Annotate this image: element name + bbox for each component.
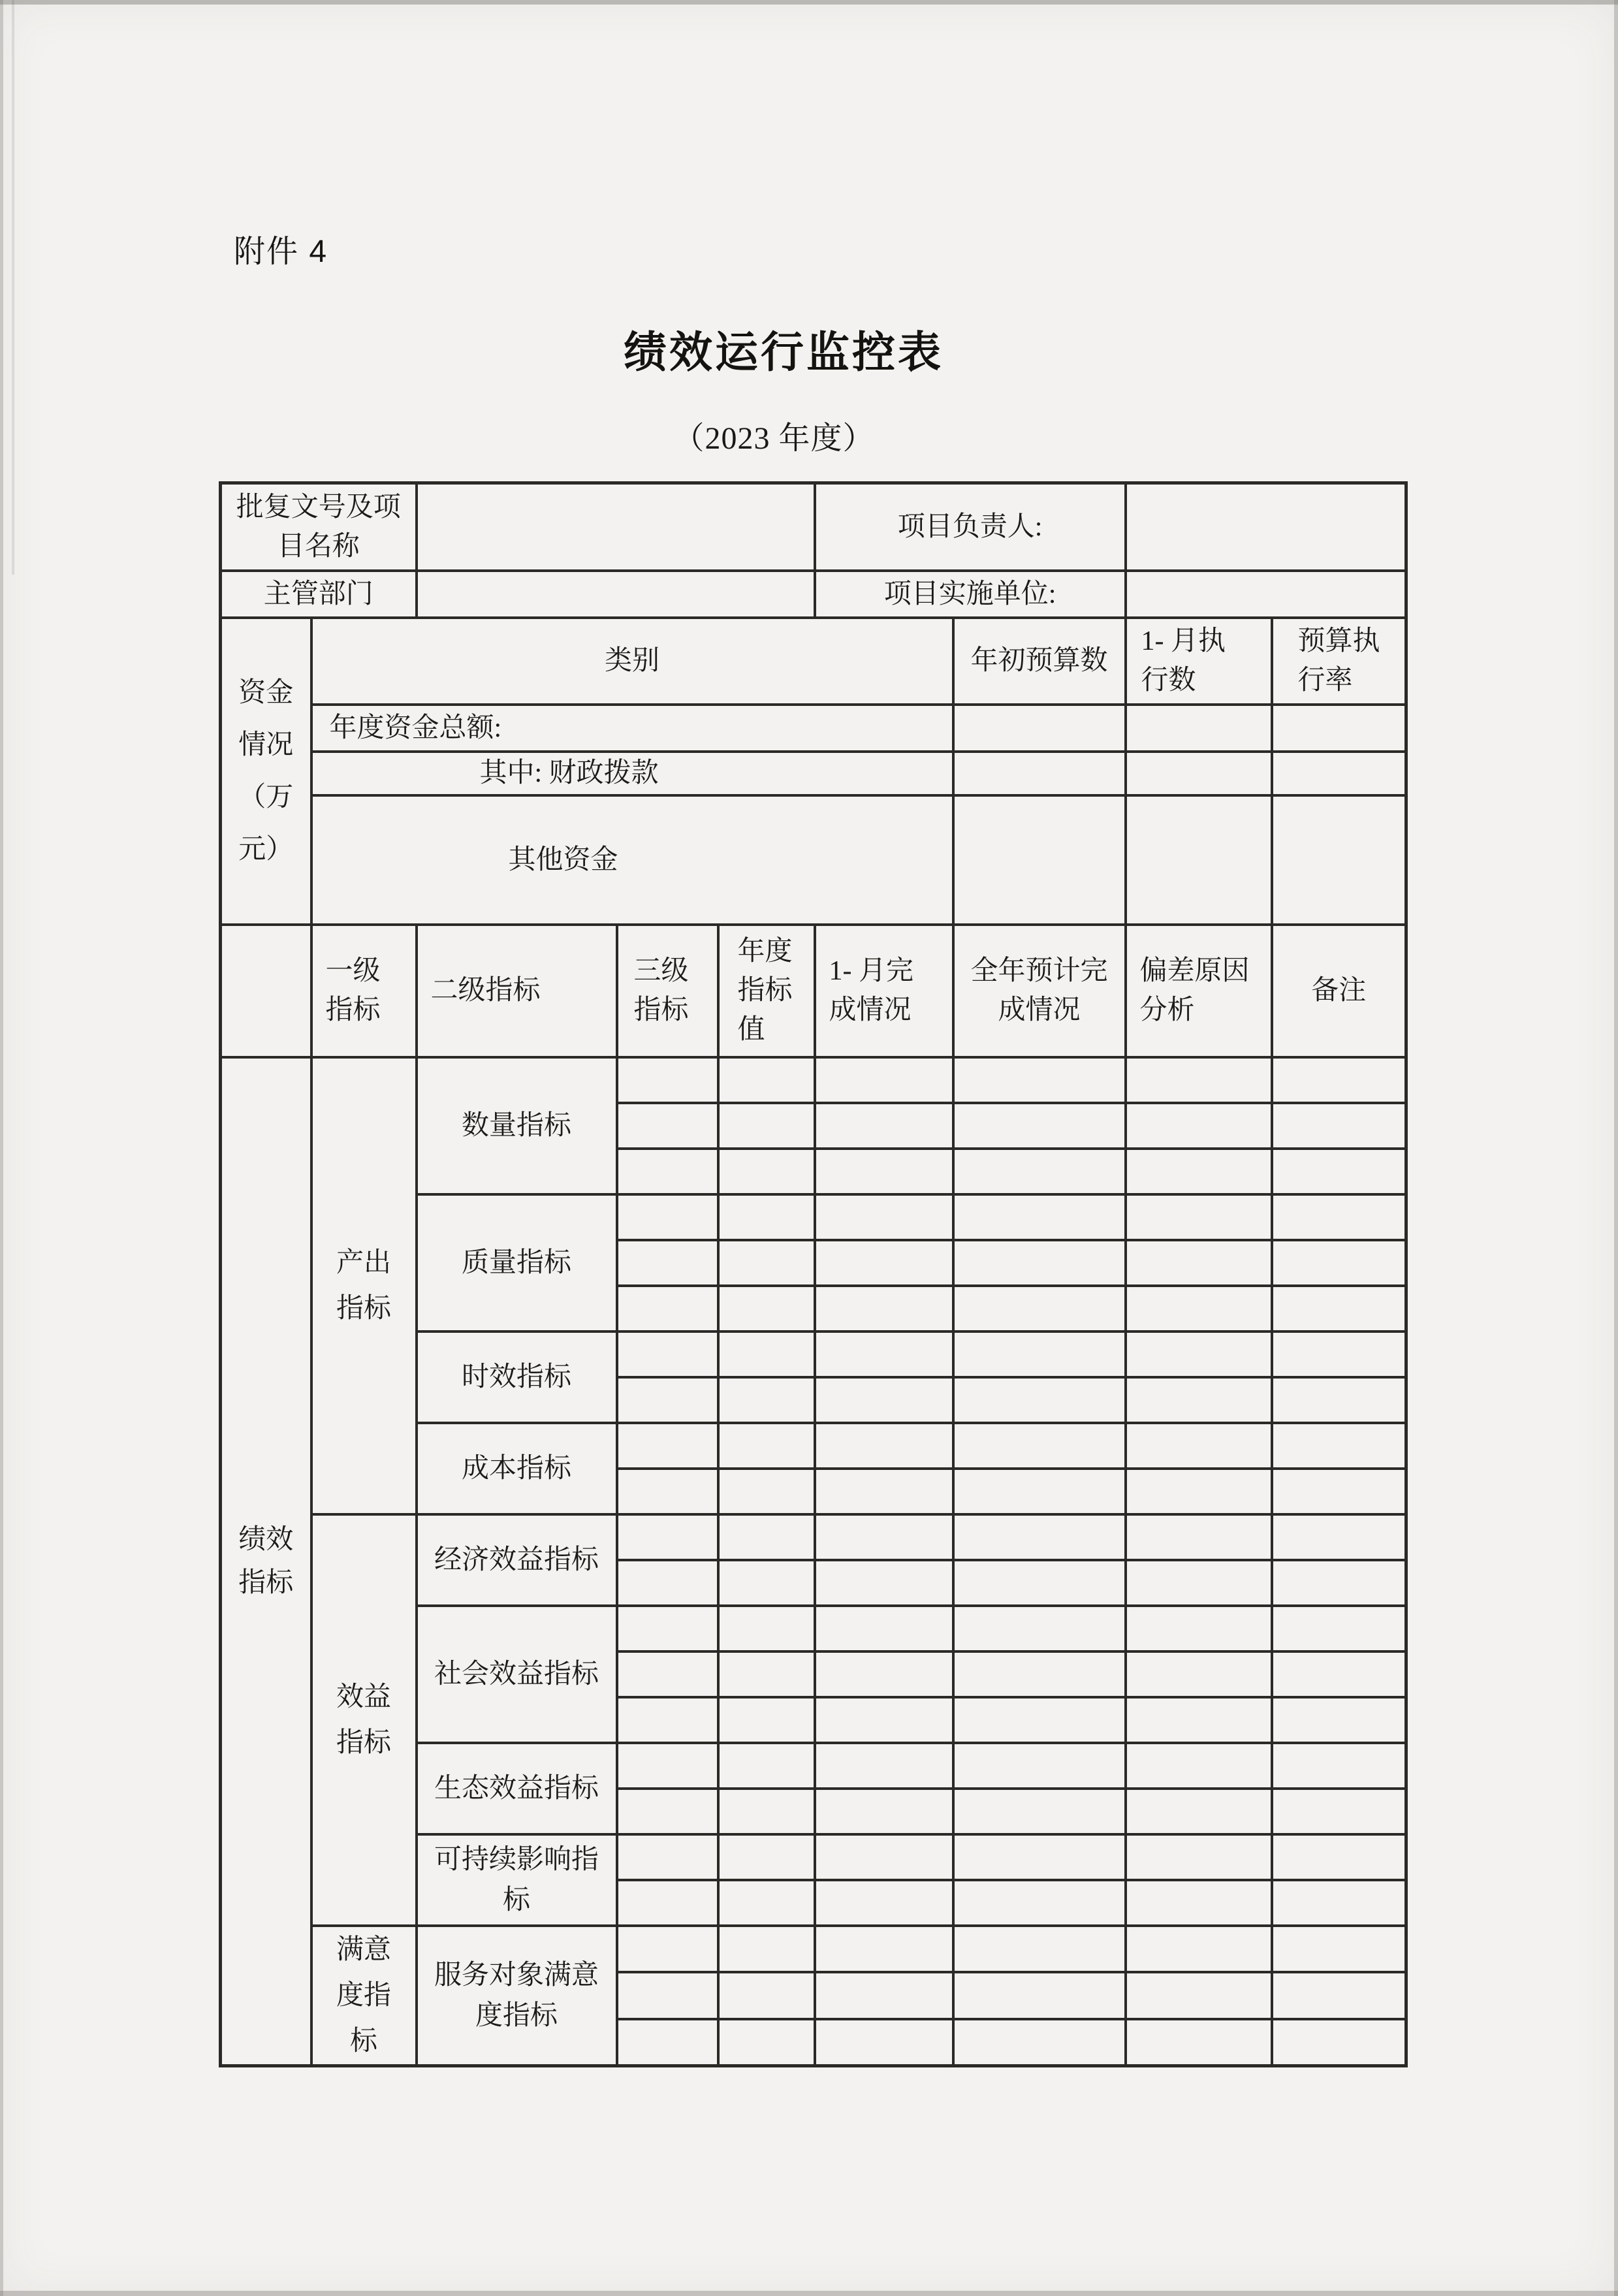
indicator-label-social: 社会效益指标 (417, 1606, 617, 1743)
data-cell (1126, 1469, 1272, 1514)
data-cell (718, 1651, 815, 1697)
data-cell (1272, 1240, 1406, 1286)
data-cell (1126, 795, 1272, 925)
data-cell (815, 1423, 953, 1469)
data-cell (1272, 1743, 1406, 1789)
data-cell (815, 1743, 953, 1789)
data-cell (953, 1331, 1126, 1377)
data-cell (815, 1606, 953, 1651)
data-cell (953, 1972, 1126, 2019)
data-cell (718, 1057, 815, 1103)
data-cell (953, 795, 1126, 925)
data-cell (718, 1606, 815, 1651)
data-cell (617, 1469, 718, 1514)
indicator-label-cost: 成本指标 (417, 1423, 617, 1514)
indicator-label-economic: 经济效益指标 (417, 1514, 617, 1606)
data-cell (617, 1514, 718, 1560)
data-cell (617, 1697, 718, 1743)
data-cell (718, 1194, 815, 1240)
data-cell (1126, 1514, 1272, 1560)
initial-budget-header: 年初预算数 (953, 618, 1126, 705)
data-cell (718, 1560, 815, 1606)
data-cell (953, 1514, 1126, 1560)
performance-section-label: 绩效指标 (221, 1057, 311, 2066)
data-cell (815, 1286, 953, 1331)
data-cell (1272, 1606, 1406, 1651)
data-cell (718, 1286, 815, 1331)
data-cell (815, 1240, 953, 1286)
data-cell (617, 1286, 718, 1331)
data-cell (617, 1743, 718, 1789)
approval-doc-label: 批复文号及项目名称 (221, 483, 417, 571)
annual-total-label: 年度资金总额: (311, 705, 953, 752)
data-cell (953, 1880, 1126, 1926)
deviation-header: 偏差原因分析 (1126, 925, 1272, 1057)
data-cell (815, 1194, 953, 1240)
scan-edge-right (1614, 0, 1618, 2296)
monitoring-form-table (219, 481, 1408, 2067)
data-cell (953, 1057, 1126, 1103)
data-cell (1272, 1103, 1406, 1149)
data-cell (1126, 1880, 1272, 1926)
execution-rate-header: 预算执行率 (1272, 618, 1406, 705)
data-cell (815, 1103, 953, 1149)
data-cell (815, 1377, 953, 1423)
data-cell (1126, 1194, 1272, 1240)
data-cell (1272, 1377, 1406, 1423)
approval-doc-value-cell (417, 483, 815, 571)
scan-edge-bottom (0, 2291, 1618, 2296)
data-cell (815, 1789, 953, 1834)
data-cell (815, 1697, 953, 1743)
indicator-label-sustainability: 可持续影响指标 (417, 1834, 617, 1926)
group-label-output: 产出指标 (311, 1057, 417, 1514)
implementing-unit-value-cell (1126, 571, 1406, 618)
corner-cell (221, 925, 311, 1057)
monthly-execution-header: 1- 月执行数 (1126, 618, 1272, 705)
data-cell (953, 1560, 1126, 1606)
data-cell (1126, 1651, 1272, 1697)
data-cell (953, 1606, 1126, 1651)
data-cell (617, 1240, 718, 1286)
data-cell (718, 1103, 815, 1149)
data-cell (953, 1926, 1126, 1973)
data-cell (617, 1103, 718, 1149)
data-cell (617, 1149, 718, 1194)
data-cell (1272, 1697, 1406, 1743)
level1-header: 一级指标 (311, 925, 417, 1057)
data-cell (617, 2019, 718, 2066)
data-cell (1126, 1377, 1272, 1423)
data-cell (953, 1743, 1126, 1789)
data-cell (1126, 1789, 1272, 1834)
data-cell (815, 1972, 953, 2019)
indicator-label-timeliness: 时效指标 (417, 1331, 617, 1423)
remarks-header: 备注 (1272, 925, 1406, 1057)
data-cell (815, 1560, 953, 1606)
project-owner-label: 项目负责人: (815, 483, 1126, 571)
data-cell (1126, 1834, 1272, 1880)
data-cell (1126, 2019, 1272, 2066)
scan-streak (12, 0, 14, 575)
data-cell (718, 1926, 815, 1973)
data-cell (953, 1377, 1126, 1423)
data-cell (1126, 1606, 1272, 1651)
data-cell (1272, 1514, 1406, 1560)
data-cell (617, 1560, 718, 1606)
annual-forecast-header: 全年预计完成情况 (953, 925, 1126, 1057)
data-cell (1272, 1149, 1406, 1194)
attachment-label: 附件 4 (234, 234, 328, 269)
data-cell (718, 1331, 815, 1377)
data-cell (617, 1880, 718, 1926)
data-cell (718, 1972, 815, 2019)
data-cell (1272, 705, 1406, 752)
data-cell (617, 1651, 718, 1697)
data-cell (718, 1377, 815, 1423)
data-cell (718, 1880, 815, 1926)
data-cell (1272, 1834, 1406, 1880)
data-cell (815, 1834, 953, 1880)
data-cell (617, 1377, 718, 1423)
data-cell (1126, 1972, 1272, 2019)
group-label-satisfaction: 满意度指标 (311, 1926, 417, 2066)
data-cell (617, 1194, 718, 1240)
data-cell (953, 1240, 1126, 1286)
level3-header: 三级指标 (617, 925, 718, 1057)
data-cell (1272, 1926, 1406, 1973)
data-cell (1272, 1560, 1406, 1606)
data-cell (1126, 1743, 1272, 1789)
other-funds-label: 其他资金 (311, 795, 953, 925)
level2-header: 二级指标 (417, 925, 617, 1057)
data-cell (953, 1469, 1126, 1514)
supervising-dept-label: 主管部门 (221, 571, 417, 618)
data-cell (1126, 705, 1272, 752)
data-cell (1272, 1331, 1406, 1377)
indicator-label-quality: 质量指标 (417, 1194, 617, 1331)
data-cell (1126, 1149, 1272, 1194)
data-cell (1272, 752, 1406, 795)
project-owner-value-cell (1126, 483, 1406, 571)
data-cell (953, 1789, 1126, 1834)
data-cell (718, 1743, 815, 1789)
data-cell (718, 1514, 815, 1560)
data-cell (953, 2019, 1126, 2066)
data-cell (815, 1057, 953, 1103)
data-cell (617, 1972, 718, 2019)
indicator-label-service-satisfaction: 服务对象满意度指标 (417, 1926, 617, 2066)
data-cell (718, 1834, 815, 1880)
data-cell (1126, 1057, 1272, 1103)
monthly-completion-header: 1- 月完成情况 (815, 925, 953, 1057)
data-cell (953, 1103, 1126, 1149)
data-cell (815, 1651, 953, 1697)
data-cell (617, 1606, 718, 1651)
data-cell (953, 1286, 1126, 1331)
data-cell (1126, 1331, 1272, 1377)
group-label-benefit: 效益指标 (311, 1514, 417, 1926)
page-title: 绩效运行监控表 (624, 329, 944, 377)
data-cell (815, 1469, 953, 1514)
data-cell (953, 1423, 1126, 1469)
data-cell (1126, 1286, 1272, 1331)
data-cell (815, 1331, 953, 1377)
data-cell (815, 1880, 953, 1926)
funding-section-label: 资金情况（万元） (221, 618, 311, 925)
data-cell (617, 1423, 718, 1469)
data-cell (1126, 1926, 1272, 1973)
data-cell (1272, 1469, 1406, 1514)
data-cell (718, 1423, 815, 1469)
data-cell (617, 1789, 718, 1834)
data-cell (1126, 1423, 1272, 1469)
data-cell (718, 1469, 815, 1514)
data-cell (1272, 1286, 1406, 1331)
data-cell (953, 752, 1126, 795)
data-cell (1126, 1103, 1272, 1149)
data-cell (1272, 1057, 1406, 1103)
data-cell (718, 1149, 815, 1194)
data-cell (1272, 1789, 1406, 1834)
data-cell (1126, 752, 1272, 795)
data-cell (617, 1926, 718, 1973)
data-cell (953, 1697, 1126, 1743)
data-cell (815, 1926, 953, 1973)
data-cell (1126, 1560, 1272, 1606)
data-cell (953, 705, 1126, 752)
year-subtitle: （2023 年度） (673, 421, 875, 456)
data-cell (1272, 1423, 1406, 1469)
data-cell (617, 1834, 718, 1880)
data-cell (1272, 1651, 1406, 1697)
supervising-dept-value-cell (417, 571, 815, 618)
data-cell (718, 1240, 815, 1286)
data-cell (815, 1149, 953, 1194)
indicator-label-quantity: 数量指标 (417, 1057, 617, 1194)
data-cell (718, 2019, 815, 2066)
data-cell (1272, 1880, 1406, 1926)
data-cell (1272, 1194, 1406, 1240)
data-cell (1126, 1240, 1272, 1286)
data-cell (1126, 1697, 1272, 1743)
data-cell (1272, 2019, 1406, 2066)
fiscal-allocation-label: 其中: 财政拨款 (311, 752, 953, 795)
category-header: 类别 (311, 618, 953, 705)
data-cell (718, 1697, 815, 1743)
data-cell (953, 1194, 1126, 1240)
data-cell (815, 2019, 953, 2066)
data-cell (815, 1514, 953, 1560)
data-cell (1272, 1972, 1406, 2019)
indicator-label-ecological: 生态效益指标 (417, 1743, 617, 1834)
data-cell (617, 1331, 718, 1377)
data-cell (617, 1057, 718, 1103)
annual-target-header: 年度指标值 (718, 925, 815, 1057)
scan-edge-top (0, 0, 1618, 5)
data-cell (953, 1149, 1126, 1194)
data-cell (953, 1651, 1126, 1697)
data-cell (1272, 795, 1406, 925)
data-cell (718, 1789, 815, 1834)
implementing-unit-label: 项目实施单位: (815, 571, 1126, 618)
data-cell (953, 1834, 1126, 1880)
